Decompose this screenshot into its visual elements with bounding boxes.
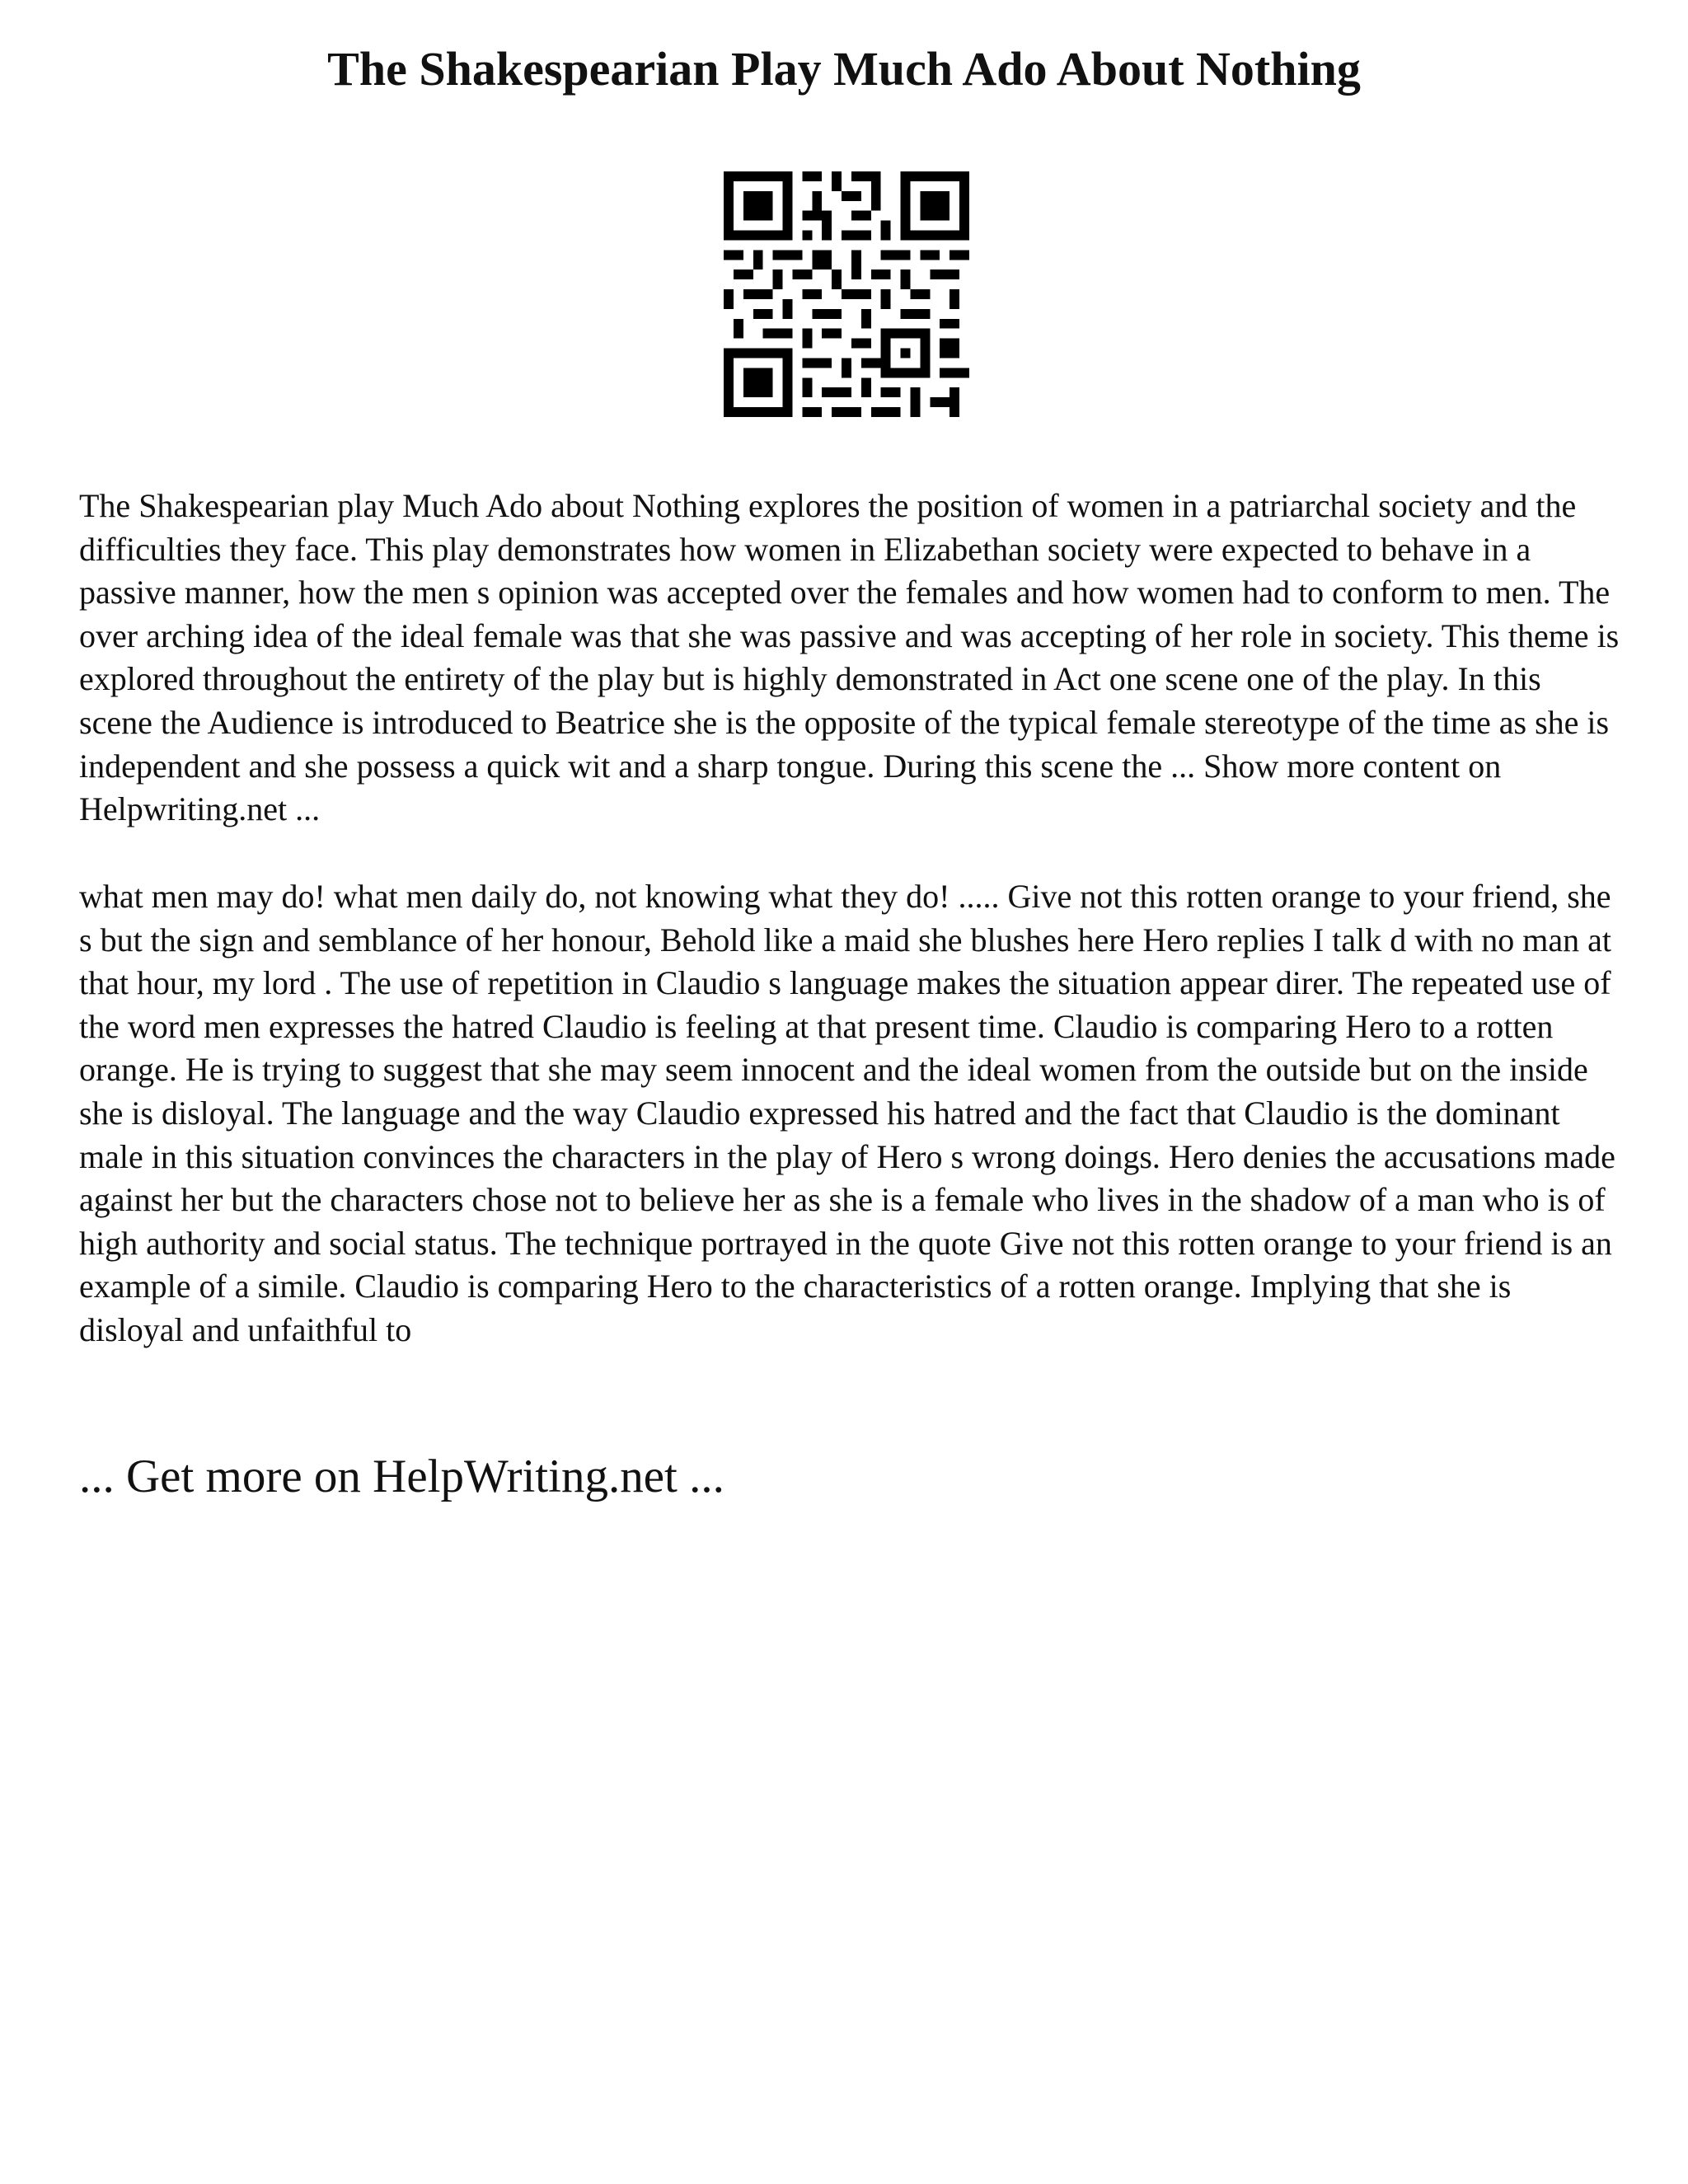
qr-code-icon [724,171,969,417]
body-paragraph-1: The Shakespearian play Much Ado about Nothing explores the position of women in a patriarchal society and the difficulties they face. This play demonstrates how women in Elizabethan society were expected to behave in a passive manner, how the men s opinion was accepted over the females and how women had to conform to men. The over arching idea of the ideal female was that she was passive and was accepting of her role in society. This theme is explored throughout the entirety of the play but is highly demonstrated in Act one scene one of the play. In this scene the Audience is introduced to Beatrice she is the opposite of the typical female stereotype of the time as she is independent and she possess a quick wit and a sharp tongue. During this scene the ... Show more content on Helpwriting.net ... [79,487,1620,828]
get-more-link[interactable]: ... Get more on HelpWriting.net ... [79,1451,724,1502]
body-paragraph-2: what men may do! what men daily do, not knowing what they do! ..... Give not this rotten orange to your friend, she s but the sign and semblance of her honour, Behold like a maid she blushes here Hero replies I talk d with no man at that hour, my lord . The use of repetition in Claudio s language makes the situation appear direr. The repeated use of the word men expresses the hatred Claudio is feeling at that present time. Claudio is comparing Hero to a rotten orange. He is trying to suggest that she may seem innocent and the ideal women from the outside but on the inside she is disloyal. The language and the way Claudio expressed his hatred and the fact that Claudio is the dominant male in this situation convinces the characters in the play of Hero s wrong doings. Hero denies the accusations made against her but the characters chose not to believe her as she is a female who lives in the shadow of a man who is of high authority and social status. The technique portrayed in the quote Give not this rotten orange to your friend is an example of a simile. Claudio is comparing Hero to the characteristics of a rotten orange. Implying that she is disloyal and unfaithful to [79,878,1615,1348]
page-title: The Shakespearian Play Much Ado About Nothing [327,42,1361,96]
